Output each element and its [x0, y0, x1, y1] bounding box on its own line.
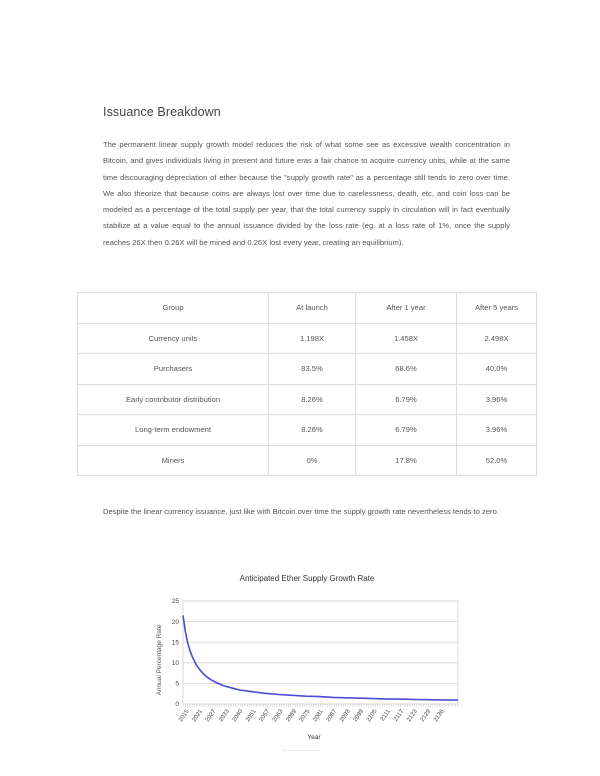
- header-at-launch: At launch: [269, 293, 356, 324]
- issuance-table: [77, 292, 537, 476]
- svg-text:2015: 2015: [178, 708, 191, 724]
- svg-text:2111: 2111: [379, 708, 392, 723]
- header-after-5-years: After 5 years: [457, 293, 537, 324]
- growth-rate-line: [183, 615, 458, 700]
- cell-after-1-year: 1.458X: [356, 323, 457, 354]
- x-axis-label: Year: [307, 734, 321, 741]
- intro-paragraph: The permanent linear supply growth model reduces the risk of what some see as excessive wealth concentration in Bitcoin, and gives individuals living in present and future eras a fair chance to acquire currency units, while at the same time discouraging depreciation of ether because the "supply growth rate" as a percentage still tends to zero over time. We also theorize that because coins are always lost over time due to carelessness, death, etc, and coin loss can be modeled as a percentage of the total supply per year, that the total currency supply in circulation will in fact eventually stabilize at a value equal to the annual issuance divided by the loss rate (eg. at a loss rate of 1%, once the supply reaches 26X then 0.26X will be mined and 0.26X lost every year, creating an equilibrium).: [103, 140, 510, 247]
- cell-group: Purchasers: [78, 354, 269, 385]
- cell-at-launch: 8.26%: [269, 384, 356, 415]
- cell-after-1-year: 17.8%: [356, 445, 457, 476]
- chart-title: Anticipated Ether Supply Growth Rate: [239, 574, 375, 583]
- cell-after-1-year: 6.79%: [356, 415, 457, 446]
- cell-after-1-year: 6.79%: [356, 384, 457, 415]
- svg-text:2136: 2136: [433, 708, 446, 724]
- svg-text:20: 20: [171, 618, 179, 626]
- svg-text:10: 10: [171, 660, 179, 667]
- header-group: Group: [78, 293, 269, 324]
- cell-group: Currency units: [78, 323, 269, 354]
- y-axis-label: Annual Percentage Rate: [156, 624, 163, 696]
- cell-after-1-year: 68.6%: [356, 354, 457, 385]
- chart-gridlines: [183, 601, 458, 704]
- cell-after-5-years: 3.96%: [457, 384, 537, 415]
- x-axis-ticks: [178, 704, 458, 723]
- svg-text:2033: 2033: [218, 708, 231, 724]
- table-row: [78, 323, 537, 354]
- svg-text:0: 0: [175, 701, 179, 709]
- summary-paragraph: Despite the linear currency issuance, just like with Bitcoin over time the supply growth rate nevertheless tends to zero.: [103, 507, 499, 516]
- cell-at-launch: 83.5%: [269, 354, 356, 385]
- cell-at-launch: 1.198X: [269, 323, 356, 354]
- svg-text:2099: 2099: [352, 708, 366, 724]
- svg-text:2069: 2069: [285, 708, 299, 724]
- svg-text:2081: 2081: [312, 708, 325, 724]
- svg-text:15: 15: [171, 639, 179, 647]
- cell-after-5-years: 52.0%: [457, 445, 537, 476]
- cell-group: Miners: [78, 445, 269, 476]
- svg-text:2087: 2087: [325, 708, 339, 724]
- table-row: [78, 445, 537, 476]
- svg-text:2105: 2105: [365, 708, 379, 724]
- cell-after-5-years: 2.498X: [457, 323, 537, 354]
- svg-text:2063: 2063: [272, 708, 285, 724]
- svg-text:2051: 2051: [245, 708, 258, 724]
- table-row: [78, 415, 537, 446]
- table-header-row: [78, 293, 537, 324]
- svg-text:2093: 2093: [339, 708, 352, 724]
- cell-after-5-years: 3.96%: [457, 415, 537, 446]
- svg-text:2040: 2040: [231, 708, 245, 724]
- svg-text:2123: 2123: [406, 708, 419, 724]
- svg-text:2057: 2057: [258, 708, 272, 724]
- y-axis-ticks: [172, 598, 180, 708]
- cell-group: Early contributor distribution: [78, 384, 269, 415]
- cell-at-launch: 8.26%: [269, 415, 356, 446]
- cell-after-5-years: 40.0%: [457, 354, 537, 385]
- footer-mark: [283, 750, 319, 753]
- chart-canvas: [140, 568, 480, 768]
- svg-text:5: 5: [175, 680, 179, 688]
- cell-at-launch: 0%: [269, 445, 356, 476]
- cell-group: Long-term endowment: [78, 415, 269, 446]
- table-row: [78, 354, 537, 385]
- svg-text:2075: 2075: [298, 708, 312, 724]
- table-row: [78, 384, 537, 415]
- svg-text:2129: 2129: [419, 708, 433, 724]
- svg-text:2117: 2117: [393, 708, 406, 723]
- supply-growth-chart: [140, 568, 480, 768]
- header-after-1-year: After 1 year: [356, 293, 457, 324]
- section-heading: Issuance Breakdown: [103, 105, 221, 119]
- svg-text:2027: 2027: [204, 708, 218, 724]
- svg-text:2021: 2021: [191, 708, 205, 724]
- svg-text:25: 25: [171, 598, 179, 606]
